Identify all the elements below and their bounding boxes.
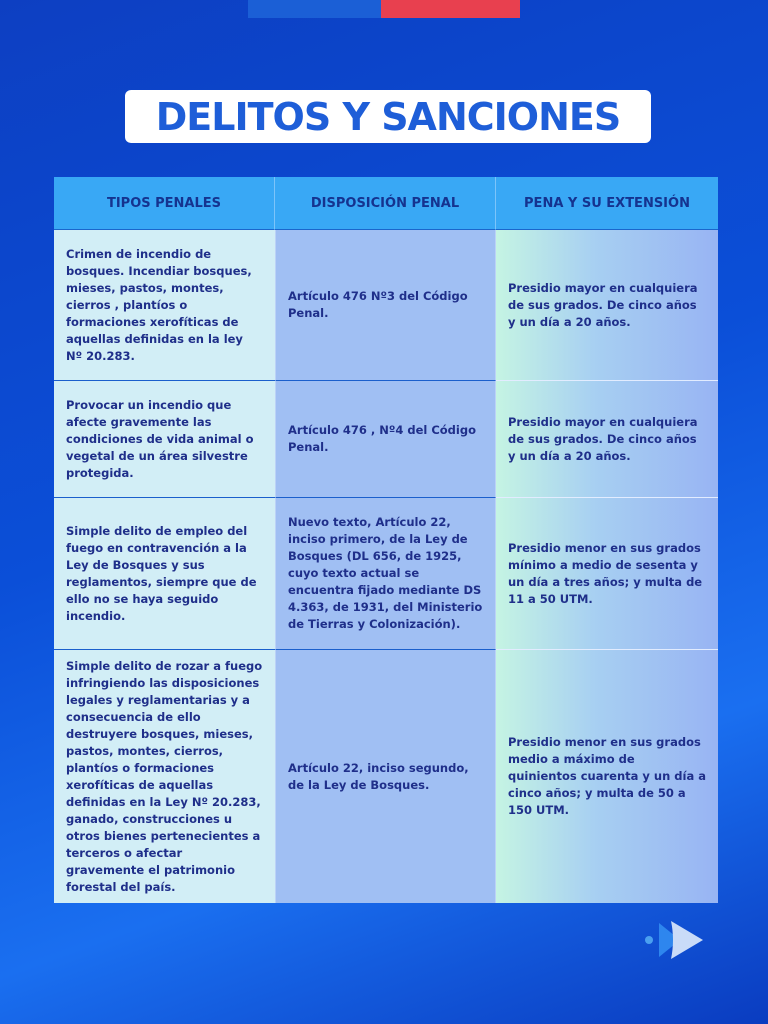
penalties-table — [54, 177, 718, 903]
row-1-tipo: Crimen de incendio de bosques. Incendiar bosques, mieses, pastos, montes, cierros , plantíos o formaciones xerofíticas de aquellas definidas en la ley Nº 20.283. — [54, 230, 275, 381]
row-2-pena: Presidio mayor en cualquiera de sus grados. De cinco años y un día a 20 años. — [496, 381, 718, 498]
row-4-tipo: Simple delito de rozar a fuego infringiendo las disposiciones legales y reglamentarias y a consecuencia de ello destruyere bosques, mieses, pastos, montes, cierros, plantíos o formaciones xerofíticas de aquellas definidas en la Ley Nº 20.283, ganado, construcciones u otros bienes pertenecientes a terceros o afectar gravemente el patrimonio forestal del país. — [54, 650, 275, 903]
row-3-tipo: Simple delito de empleo del fuego en contravención a la Ley de Bosques y sus reglamentos, siempre que de ello no se haya seguido incendio. — [54, 498, 275, 650]
title-box — [125, 90, 651, 143]
flag-bar — [248, 0, 520, 18]
row-2-tipo: Provocar un incendio que afecte gravemente las condiciones de vida animal o vegetal de un área silvestre protegida. — [54, 381, 275, 498]
play-arrow-logo-icon — [640, 917, 710, 963]
header-tipos-penales: TIPOS PENALES — [54, 177, 275, 230]
flag-blue-stripe — [248, 0, 381, 18]
flag-red-stripe — [381, 0, 520, 18]
row-1-pena: Presidio mayor en cualquiera de sus grados. De cinco años y un día a 20 años. — [496, 230, 718, 381]
row-3-pena: Presidio menor en sus grados mínimo a medio de sesenta y un día a tres años; y multa de 11 a 50 UTM. — [496, 498, 718, 650]
row-1-disposicion: Artículo 476 Nº3 del Código Penal. — [275, 230, 496, 381]
row-3-disposicion: Nuevo texto, Artículo 22, inciso primero, de la Ley de Bosques (DL 656, de 1925, cuyo texto actual se encuentra fijado mediante DS 4.363, de 1931, del Ministerio de Tierras y Colonización). — [275, 498, 496, 650]
row-2-disposicion: Artículo 476 , Nº4 del Código Penal. — [275, 381, 496, 498]
header-disposicion-penal: DISPOSICIÓN PENAL — [275, 177, 496, 230]
header-pena-extension: PENA Y SU EXTENSIÓN — [496, 177, 718, 230]
page-title: DELITOS Y SANCIONES — [155, 94, 621, 139]
row-4-disposicion: Artículo 22, inciso segundo, de la Ley de Bosques. — [275, 650, 496, 903]
row-4-pena: Presidio menor en sus grados medio a máximo de quinientos cuarenta y un día a cinco años; y multa de 50 a 150 UTM. — [496, 650, 718, 903]
